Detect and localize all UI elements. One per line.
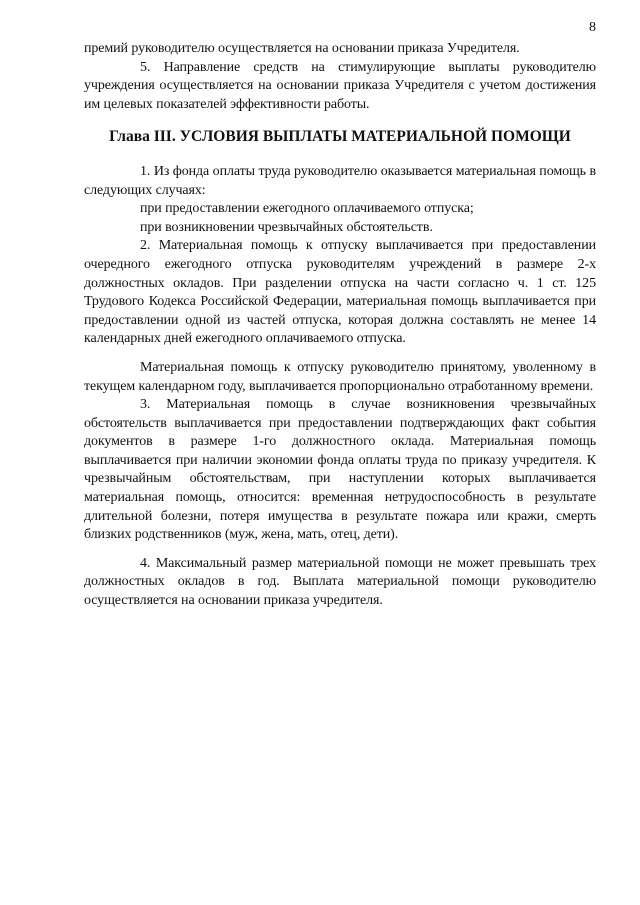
paragraph-1: 1. Из фонда оплаты труда руководителю оказывается материальная помощь в следующих случаях: bbox=[84, 163, 596, 198]
list-item-emergency: при возникновении чрезвычайных обстоятельств. bbox=[140, 219, 433, 235]
document-body bbox=[84, 40, 596, 611]
paragraph-5: 5. Направление средств на стимулирующие выплаты руководителю учреждения осуществляется на основании приказа Учредителя с учетом достижения им целевых показателей эффективности работы. bbox=[84, 59, 596, 112]
paragraph-4: 4. Максимальный размер материальной помощи не может превышать трех должностных окладов в год. Выплата материальной помощи руководителю осуществляется на основании приказа учредителя. bbox=[84, 555, 596, 609]
paragraph-continuation: премий руководителю осуществляется на основании приказа Учредителя. bbox=[84, 41, 520, 56]
paragraph-2: 2. Материальная помощь к отпуску выплачивается при предоставлении очередного ежегодного отпуска руководителям учреждений в размере 2-х должностных окладов. При разделении отпуска на части согласно ч. 1 ст. 125 Трудового Кодекса Российской Федерации, материальная помощь выплачивается при предоставлении одной из частей отпуска, которая должна составлять не менее 14 календарных дней ежегодного оплачиваемого отпуска. bbox=[84, 238, 596, 347]
paragraph-2-continuation: Материальная помощь к отпуску руководителю принятому, уволенному в текущем календарном году, выплачивается пропорционально отработанному времени. bbox=[84, 359, 596, 394]
list-item-vacation: при предоставлении ежегодного оплачиваемого отпуска; bbox=[140, 201, 474, 217]
paragraph-3: 3. Материальная помощь в случае возникновения чрезвычайных обстоятельств выплачивается при предоставлении подтверждающих факт события документов в размере 1-го должностного оклада. Материальная помощь выплачивается при наличии экономии фонда оплаты труда по приказу учредителя. К чрезвычайным обстоятельствам, при наступлении которых выплачивается материальная помощь, относится: временная нетрудоспособность в результате длительной болезни, потеря имущества в результате пожара или кражи, смерть близких родственников (муж, жена, мать, отец, дети). bbox=[84, 397, 596, 543]
chapter-heading: Глава III. УСЛОВИЯ ВЫПЛАТЫ МАТЕРИАЛЬНОЙ ПОМОЩИ bbox=[109, 128, 571, 146]
page-number: 8 bbox=[589, 20, 596, 35]
